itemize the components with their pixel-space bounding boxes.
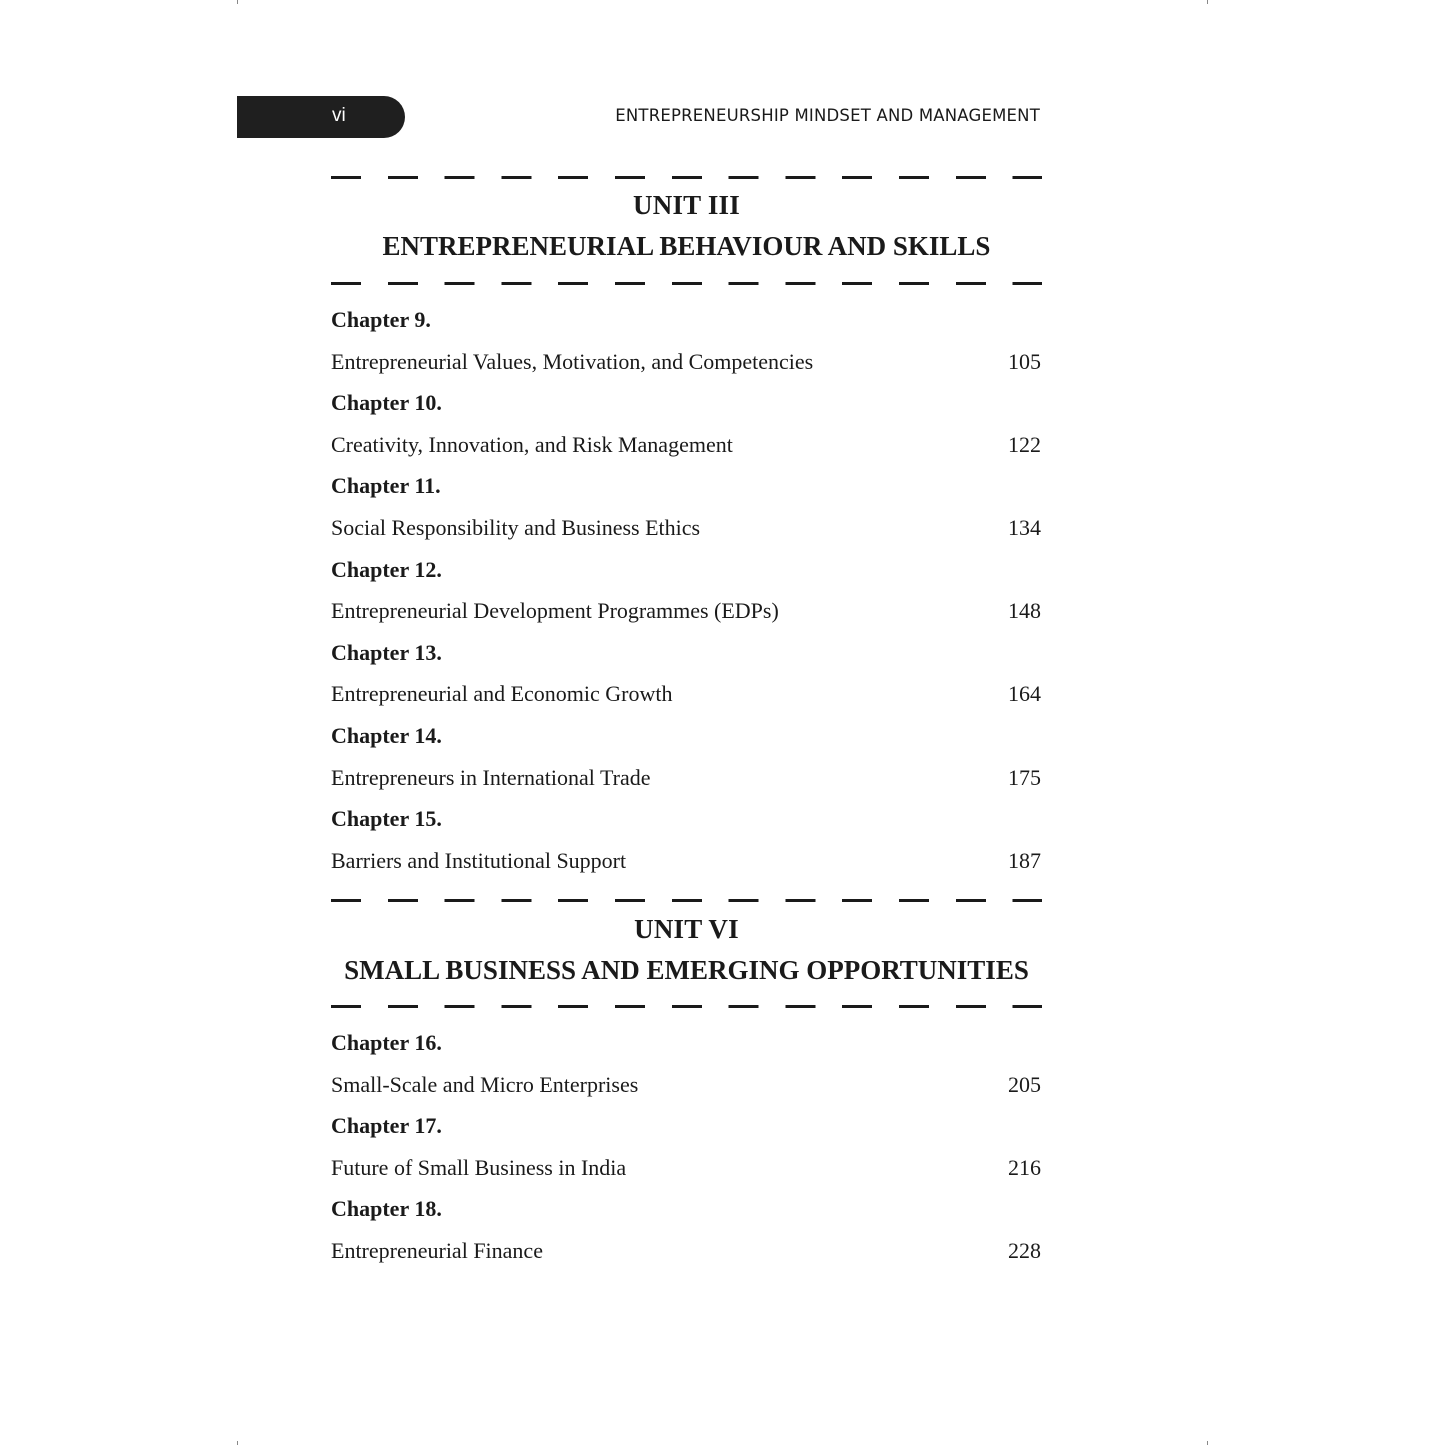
chapter-entry[interactable] xyxy=(331,757,1041,799)
dashed-divider xyxy=(331,1005,1042,1008)
chapter-title: Entrepreneurial Finance xyxy=(331,1237,543,1263)
chapter-label: Chapter 13. xyxy=(331,639,442,665)
chapter-label: Chapter 9. xyxy=(331,307,431,332)
page-number: 134 xyxy=(1008,514,1041,540)
page-number: 122 xyxy=(1008,431,1041,457)
chapter-title: Small-Scale and Micro Enterprises xyxy=(331,1071,639,1097)
running-title: ENTREPRENEURSHIP MINDSET AND MANAGEMENT xyxy=(615,106,1040,125)
chapter-title: Entrepreneurial Development Programmes (EDPs) xyxy=(331,598,779,624)
chapter-entry[interactable] xyxy=(331,673,1041,715)
dashed-divider xyxy=(331,176,1042,179)
page-number: 228 xyxy=(1008,1237,1041,1263)
chapter-entry[interactable] xyxy=(331,1230,1041,1272)
chapter-entry[interactable] xyxy=(331,341,1041,383)
chapter-label: Chapter 17. xyxy=(331,1113,442,1139)
chapter-label: Chapter 11. xyxy=(331,473,441,499)
page-number: 105 xyxy=(1008,348,1041,374)
page-number: 187 xyxy=(1008,847,1041,873)
chapter-entry[interactable] xyxy=(331,507,1041,549)
chapter-list xyxy=(331,1022,1041,1272)
chapter-entry[interactable] xyxy=(331,424,1041,466)
chapter-title: Barriers and Institutional Support xyxy=(331,847,627,873)
chapter-label: Chapter 12. xyxy=(331,556,442,582)
chapter-entry[interactable] xyxy=(331,590,1041,632)
dashed-divider xyxy=(331,282,1042,285)
crop-mark xyxy=(237,0,238,4)
crop-mark xyxy=(237,1441,238,1445)
page-number-tab xyxy=(237,96,405,138)
chapter-title: Social Responsibility and Business Ethics xyxy=(331,514,701,540)
crop-mark xyxy=(1207,1441,1208,1445)
crop-mark xyxy=(1207,0,1208,4)
chapter-title: Future of Small Business in India xyxy=(331,1154,627,1180)
chapter-title: Creativity, Innovation, and Risk Management xyxy=(331,431,733,457)
chapter-label: Chapter 14. xyxy=(331,722,442,748)
dashed-divider xyxy=(331,899,1042,902)
unit-label: UNIT VI xyxy=(634,914,739,944)
unit-title: SMALL BUSINESS AND EMERGING OPPORTUNITIES xyxy=(344,955,1029,985)
page-number: vi xyxy=(332,105,346,126)
chapter-title: Entrepreneurial Values, Motivation, and Competencies xyxy=(331,348,814,374)
chapter-title: Entrepreneurial and Economic Growth xyxy=(331,681,673,707)
unit-label: UNIT III xyxy=(633,190,740,220)
chapter-entry[interactable] xyxy=(331,1064,1041,1106)
unit-title: ENTREPRENEURIAL BEHAVIOUR AND SKILLS xyxy=(382,231,991,261)
chapter-label: Chapter 15. xyxy=(331,806,442,832)
chapter-title: Entrepreneurs in International Trade xyxy=(331,764,651,790)
page-number: 148 xyxy=(1008,598,1041,624)
page-number: 216 xyxy=(1008,1154,1041,1180)
chapter-entry[interactable] xyxy=(331,840,1041,882)
page-number: 205 xyxy=(1008,1071,1041,1097)
chapter-label: Chapter 10. xyxy=(331,390,442,416)
chapter-entry[interactable] xyxy=(331,1147,1041,1189)
page-number: 164 xyxy=(1008,681,1041,707)
chapter-label: Chapter 18. xyxy=(331,1196,442,1222)
chapter-list xyxy=(331,299,1041,881)
chapter-label: Chapter 16. xyxy=(331,1030,442,1055)
page-number: 175 xyxy=(1008,764,1041,790)
